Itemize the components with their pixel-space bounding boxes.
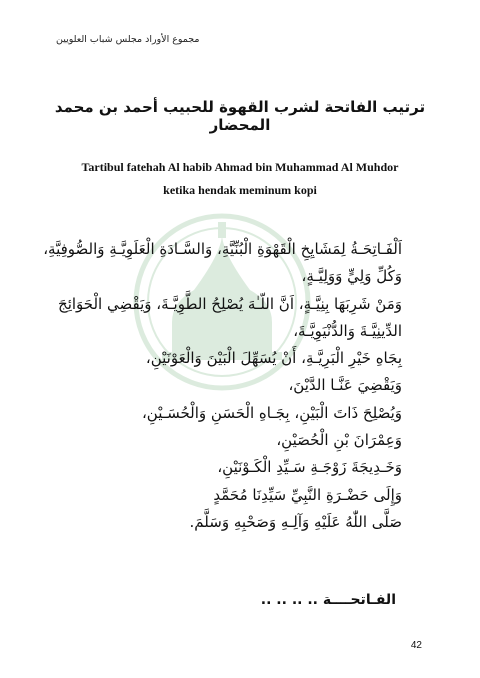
prayer-line: اَلْفَـاتِحَـةُ لِمَشَايِخِ الْقَهْوَةِ الْبُنِّيَّةِ، وَالسَّـادَةِ الْعَلَوِيَّـةِ وَالصُّوفِيَّةِ، bbox=[43, 240, 402, 258]
prayer-line: وَيُصْلِحَ ذَاتَ الْبَيْنِ، بِجَـاهِ الْحَسَنِ وَالْحُسَـيْنِ، bbox=[141, 403, 402, 422]
prayer-line: الدِّينِيَّـةَ وَالدُّنْيَوِيَّـةَ، bbox=[293, 321, 402, 340]
page-number: 42 bbox=[410, 640, 422, 651]
latin-title-line-2: ketika hendak meminum kopi bbox=[163, 183, 317, 197]
prayer-line: وَخَـدِيجَةَ زَوْجَـةِ سَـيِّدِ الْكَـوْنَيْنِ، bbox=[217, 458, 402, 477]
running-header: مجموع الأوراد مجلس شباب العلويين bbox=[56, 34, 200, 45]
prayer-line: وَمَنْ شَرِبَهَا بِنِيَّـةٍ، اَنَّ اللّـٰهَ يُصْلِحُ الطَّوِيَّـةَ، وَيَقْضِي الْحَوَائِجَ bbox=[58, 294, 402, 313]
prayer-line: وَكُلِّ وَلِيٍّ وَوَلِيَّـةٍ، bbox=[301, 267, 402, 286]
closing-fatihah: الفـاتحــــة .. .. .. .. bbox=[260, 592, 396, 608]
prayer-line: وَإِلَى حَضْـرَةِ النَّبِيِّ سَيِّدِنَا مُحَمَّدٍ bbox=[213, 485, 402, 504]
latin-title-line-1: Tartibul fatehah Al habib Ahmad bin Muhammad Al Muhdor bbox=[81, 160, 399, 174]
arabic-title: ترتيب الفاتحة لشرب القهوة للحبيب أحمد بن محمد المحضار bbox=[54, 98, 426, 134]
prayer-line: وَعِمْرَانَ بْنِ الْحُصَيْنِ، bbox=[276, 431, 402, 450]
prayer-line: وَيَقْضِيَ عَنَّـا الدَّيْنَ، bbox=[288, 376, 402, 395]
prayer-line: صَلَّى اللّٰهُ عَلَيْهِ وَآلِـهِ وَصَحْبِهِ وَسَلَّمَ. bbox=[189, 512, 402, 531]
prayer-text bbox=[43, 236, 402, 536]
prayer-line: بِجَاهِ خَيْرِ الْبَرِيَّـةِ، أَنْ يُسَهِّلَ الْبَيْنَ وَالْعَوْنَيْنِ، bbox=[145, 349, 402, 368]
